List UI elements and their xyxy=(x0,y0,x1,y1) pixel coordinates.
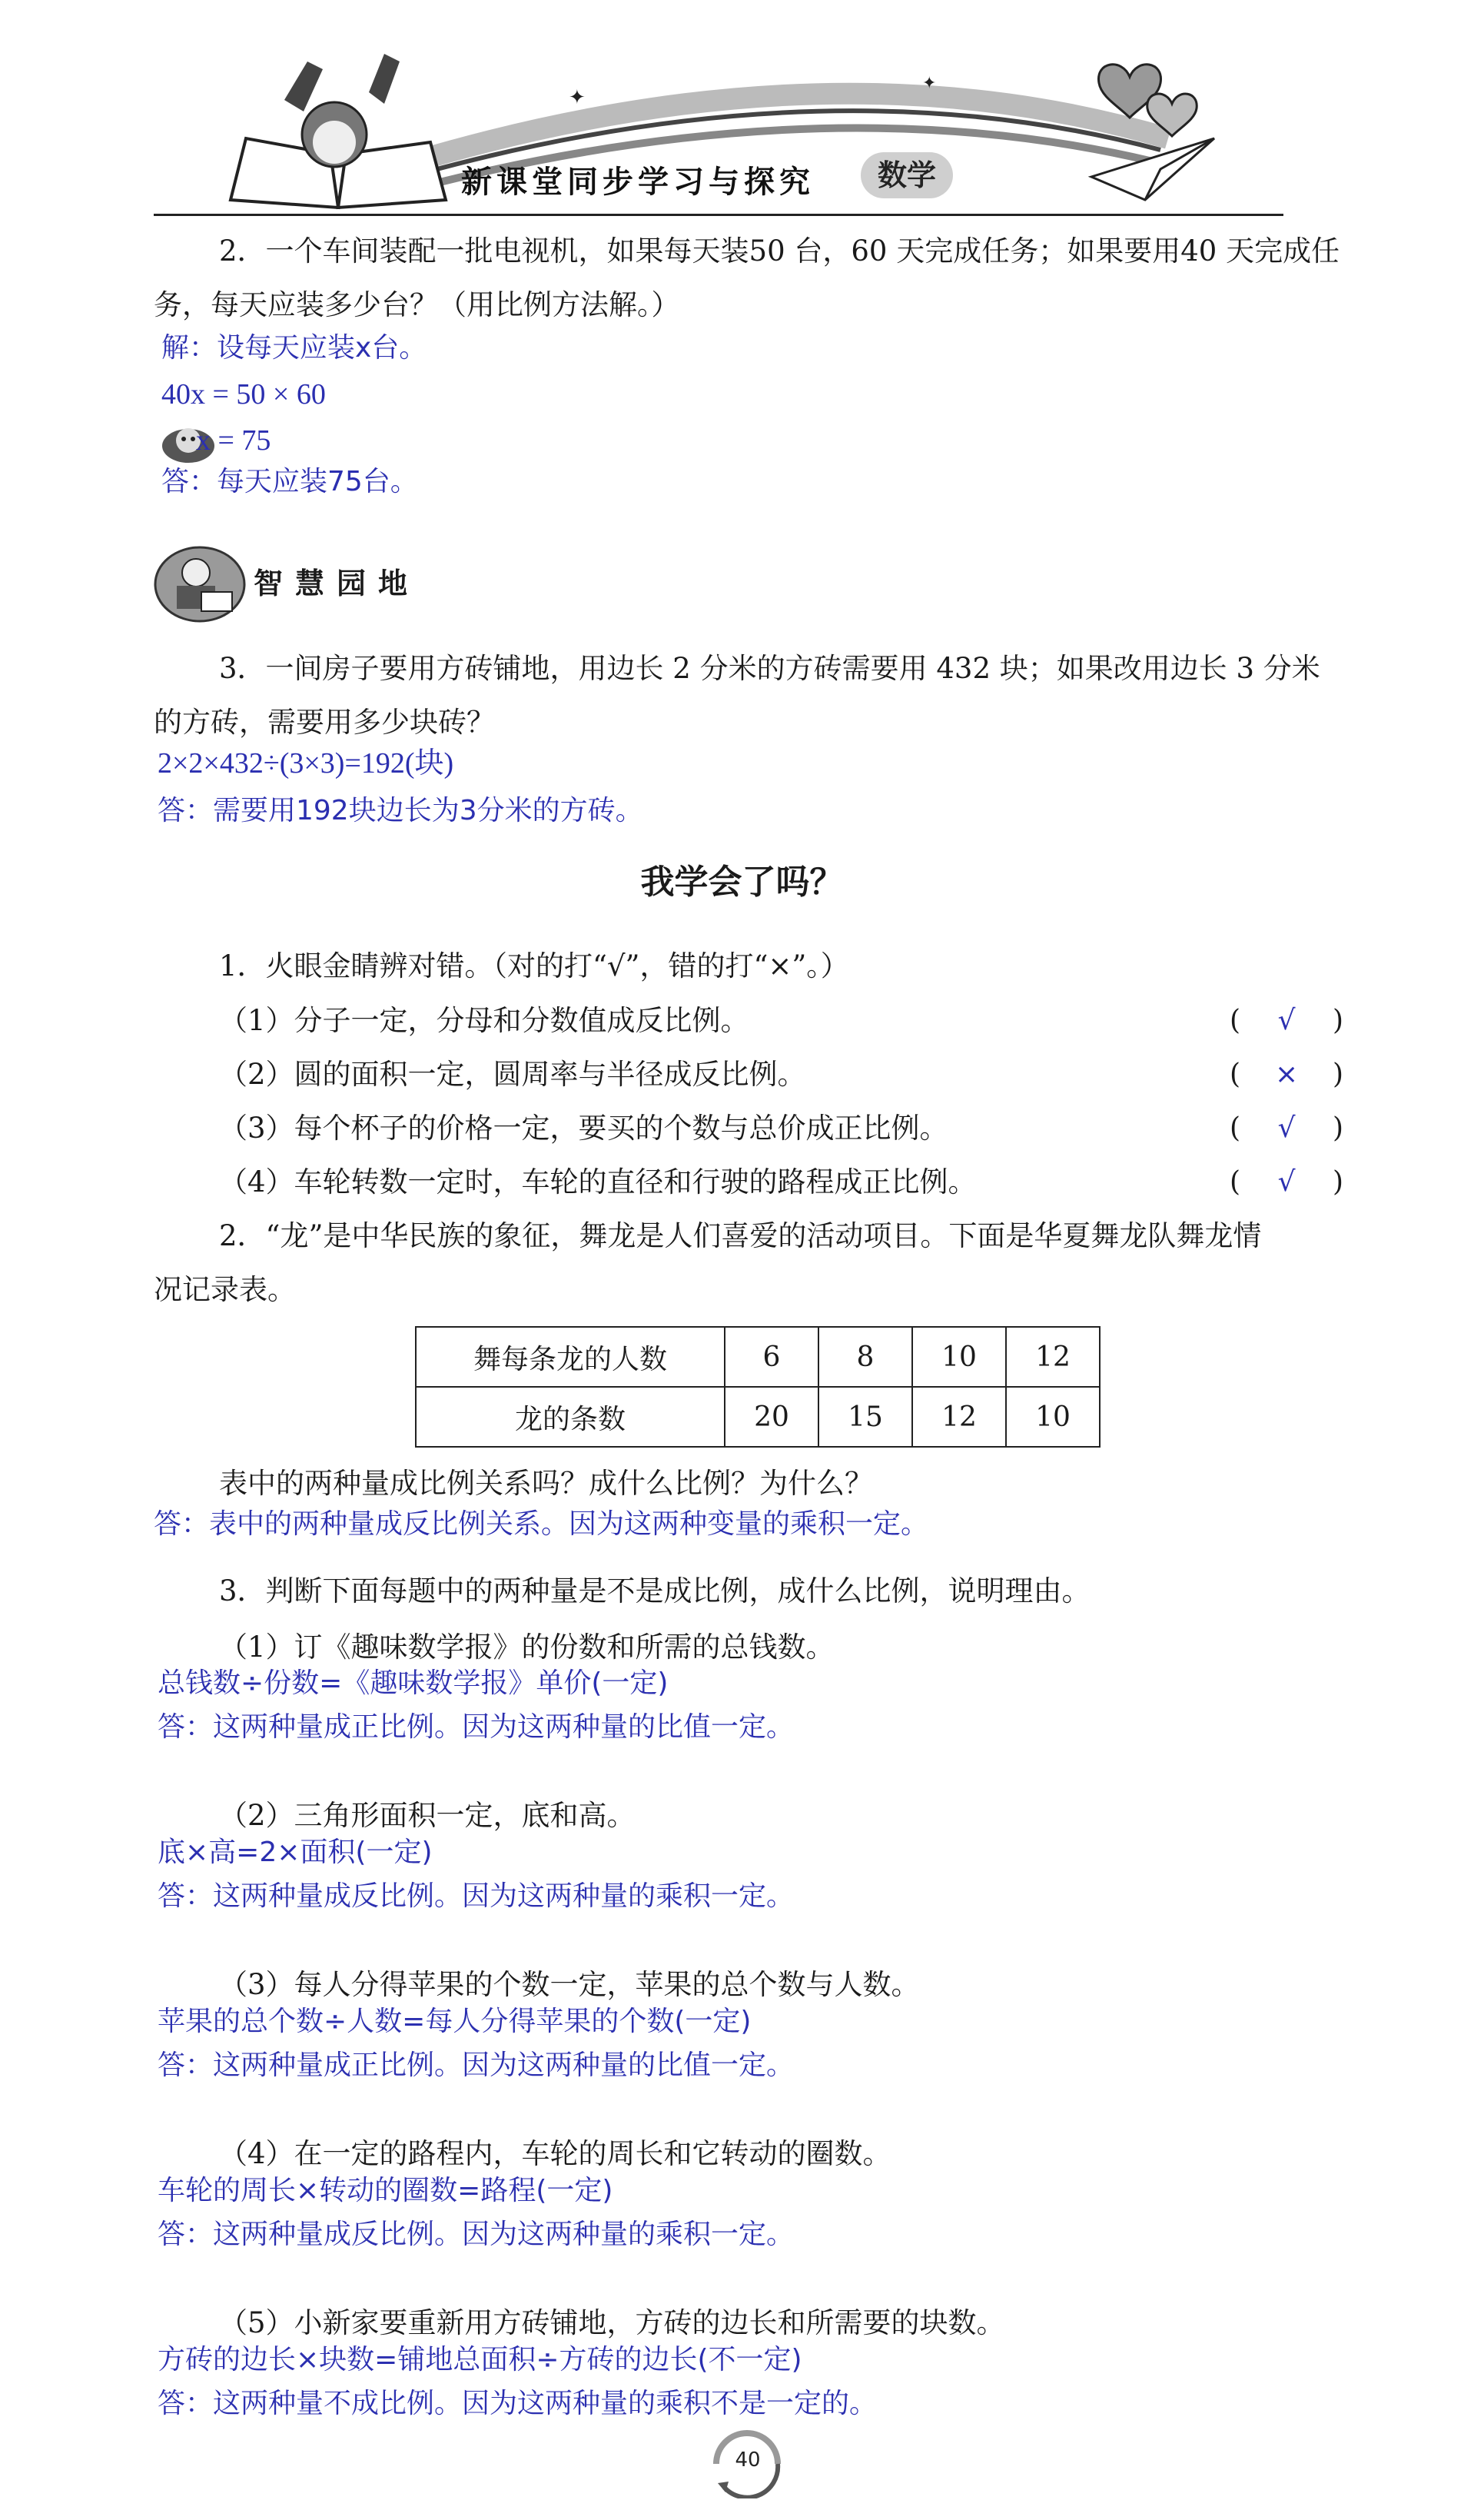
quiz-q1-item3: （3）每个杯子的价格一定，要买的个数与总价成正比例。 xyxy=(219,1112,948,1145)
quiz-section-title: 我学会了吗？ xyxy=(640,863,844,902)
quiz-q3-sub4-question: （4）在一定的路程内，车轮的周长和它转动的圈数。 xyxy=(219,2137,891,2170)
header-title: 新课堂同步学习与探究 xyxy=(461,165,815,200)
wisdom-q3-answer2: 答：需要用192块边长为3分米的方砖。 xyxy=(158,795,643,826)
q2-top-answer4: 答：每天应装75台。 xyxy=(161,466,418,497)
quiz-q1-item3-answer-box: ( √ ) xyxy=(1230,1109,1343,1148)
wisdom-q3-line1: 3．一间房子要用方砖铺地，用边长 2 分米的方砖需要用 432 块；如果改用边长 3 分米 xyxy=(219,652,1320,685)
quiz-q3-sub1-formula: 总钱数÷份数=《趣味数学报》单价(一定) xyxy=(158,1667,669,1699)
quiz-q3-sub3-question: （3）每人分得苹果的个数一定，苹果的总个数与人数。 xyxy=(219,1968,920,2001)
quiz-q1: 1．火眼金睛辨对错。（对的打“√”，错的打“×”。） xyxy=(219,949,849,982)
table-cell: 10 xyxy=(1006,1387,1100,1447)
quiz-q2-line1: 2．“龙”是中华民族的象征，舞龙是人们喜爱的活动项目。下面是华夏舞龙队舞龙情 xyxy=(219,1219,1262,1252)
wisdom-q3-line2: 的方砖，需要用多少块砖？ xyxy=(154,706,495,739)
table-cell: 6 xyxy=(725,1327,818,1387)
quiz-q3-sub5-formula: 方砖的边长×块数=铺地总面积÷方砖的边长(不一定) xyxy=(158,2344,802,2375)
table-cell: 12 xyxy=(912,1387,1006,1447)
quiz-q3: 3．判断下面每题中的两种量是不是成比例，成什么比例，说明理由。 xyxy=(219,1574,1091,1607)
quiz-q3-sub4-answer: 答：这两种量成反比例。因为这两种量的乘积一定。 xyxy=(158,2219,795,2250)
wisdom-section-title: 智慧园地 xyxy=(254,567,420,600)
quiz-q3-sub5-answer: 答：这两种量不成比例。因为这两种量的乘积不是一定的。 xyxy=(158,2388,878,2419)
quiz-q1-item1-answer-box: ( √ ) xyxy=(1230,1002,1343,1040)
table-row xyxy=(416,1327,1100,1387)
quiz-q3-sub1-answer: 答：这两种量成正比例。因为这两种量的比值一定。 xyxy=(158,1711,795,1743)
wisdom-section-icon xyxy=(154,538,246,623)
quiz-q3-sub5-question: （5）小新家要重新用方砖铺地，方砖的边长和所需要的块数。 xyxy=(219,2306,1005,2339)
quiz-q3-sub3-formula: 苹果的总个数÷人数=每人分得苹果的个数(一定) xyxy=(158,2006,752,2037)
quiz-q3-sub2-question: （2）三角形面积一定，底和高。 xyxy=(219,1799,636,1832)
table-cell: 舞每条龙的人数 xyxy=(416,1327,725,1387)
wisdom-q3-answer1: 2×2×432÷(3×3)=192(块) xyxy=(158,747,454,780)
girl-reading-icon xyxy=(231,54,446,208)
quiz-q1-item4-answer-box: ( √ ) xyxy=(1230,1163,1343,1202)
table-row xyxy=(416,1387,1100,1447)
quiz-q2-answer: 答：表中的两种量成反比例关系。因为这两种变量的乘积一定。 xyxy=(154,1508,929,1540)
quiz-q1-item2-answer-box: ( × ) xyxy=(1230,1056,1343,1094)
quiz-q1-item1-mark: √ xyxy=(1277,1005,1296,1036)
svg-text:✦: ✦ xyxy=(569,86,586,109)
quiz-q1-item2: （2）圆的面积一定，圆周率与半径成反比例。 xyxy=(219,1058,806,1091)
table-cell: 12 xyxy=(1006,1327,1100,1387)
quiz-q3-sub2-formula: 底×高=2×面积(一定) xyxy=(158,1837,433,1868)
table-cell: 龙的条数 xyxy=(416,1387,725,1447)
quiz-q2-question: 表中的两种量成比例关系吗？成什么比例？为什么？ xyxy=(219,1467,873,1500)
table-cell: 15 xyxy=(818,1387,912,1447)
header-rule xyxy=(154,214,1283,216)
q2-top-answer2: 40x = 50 × 60 xyxy=(161,378,326,411)
quiz-q3-sub3-answer: 答：这两种量成正比例。因为这两种量的比值一定。 xyxy=(158,2050,795,2081)
quiz-q3-sub1-question: （1）订《趣味数学报》的份数和所需的总钱数。 xyxy=(219,1631,835,1664)
table-cell: 20 xyxy=(725,1387,818,1447)
quiz-q1-item4: （4）车轮转数一定时，车轮的直径和行驶的路程成正比例。 xyxy=(219,1165,977,1198)
dragon-dance-table xyxy=(415,1326,1101,1448)
svg-text:✦: ✦ xyxy=(922,74,937,93)
table-cell: 10 xyxy=(912,1327,1006,1387)
q2-top-line1: 2．一个车间装配一批电视机，如果每天装50 台，60 天完成任务；如果要用40 天完成任 xyxy=(219,234,1340,268)
page-number: 40 xyxy=(735,2449,761,2472)
quiz-q3-sub4-formula: 车轮的周长×转动的圈数=路程(一定) xyxy=(158,2175,613,2206)
q2-top-answer1: 解：设每天应装x台。 xyxy=(161,332,427,364)
q2-top-line2: 务，每天应装多少台？（用比例方法解。） xyxy=(154,288,680,321)
q2-top-answer3: x = 75 xyxy=(196,424,271,457)
quiz-q1-item3-mark: √ xyxy=(1277,1112,1296,1144)
quiz-q2-line2: 况记录表。 xyxy=(154,1273,296,1306)
quiz-q1-item1: （1）分子一定，分母和分数值成反比例。 xyxy=(219,1004,749,1037)
quiz-q1-item2-mark: × xyxy=(1274,1059,1299,1090)
quiz-q1-item4-mark: √ xyxy=(1277,1166,1296,1198)
quiz-q3-sub2-answer: 答：这两种量成反比例。因为这两种量的乘积一定。 xyxy=(158,1880,795,1912)
header-subject-badge: 数学 xyxy=(861,152,953,198)
table-cell: 8 xyxy=(818,1327,912,1387)
